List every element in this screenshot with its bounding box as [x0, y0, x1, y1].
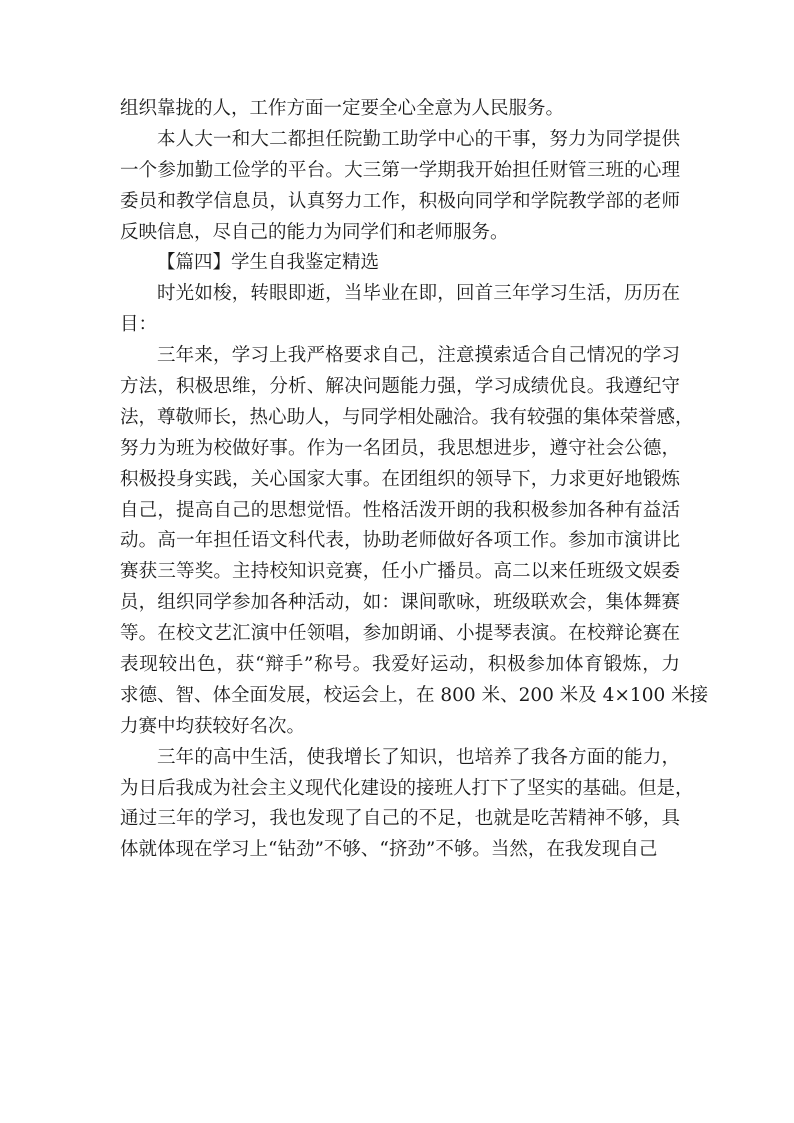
text-line: 赛获三等奖。主持校知识竞赛，任小广播员。高二以来任班级文娱委 — [120, 561, 680, 583]
text-line: 本人大一和大二都担任院勤工助学中心的干事，努力为同学提供 — [157, 128, 680, 150]
text-line: 三年的高中生活，使我增长了知识，也培养了我各方面的能力， — [157, 746, 680, 768]
text-line: 组织靠拢的人，工作方面一定要全心全意为人民服务。 — [120, 98, 565, 119]
section-heading — [120, 248, 680, 279]
text-line: 体就体现在学习上“钻劲”不够、“挤劲”不够。当然，在我发现自己 — [120, 839, 658, 861]
paragraph — [120, 341, 709, 743]
text-line: 积极投身实践，关心国家大事。在团组织的领导下，力求更好地锻炼 — [120, 468, 680, 490]
text-line: 求德、智、体全面发展，校运会上，在 800 米、200 米及 4×100 米接 — [120, 684, 709, 706]
text-line: 通过三年的学习，我也发现了自己的不足，也就是吃苦精神不够，具 — [120, 808, 680, 830]
text-line: 等。在校文艺汇演中任领唱，参加朗诵、小提琴表演。在校辩论赛在 — [120, 623, 680, 645]
text-line: 三年来，学习上我严格要求自己，注意摸索适合自己情况的学习 — [157, 345, 680, 367]
text-line: 力赛中均获较好名次。 — [120, 715, 306, 737]
text-line: 时光如梭，转眼即逝，当毕业在即，回首三年学习生活，历历在 — [157, 283, 680, 305]
document-page — [120, 94, 709, 866]
text-line: 员，组织同学参加各种活动，如：课间歌咏，班级联欢会，集体舞赛 — [120, 592, 680, 614]
text-line: 为日后我成为社会主义现代化建设的接班人打下了坚实的基础。但是， — [120, 777, 694, 799]
paragraph — [120, 125, 680, 249]
paragraph — [120, 94, 680, 125]
text-line: 动。高一年担任语文科代表，协助老师做好各项工作。参加市演讲比 — [120, 530, 680, 552]
text-line: 一个参加勤工俭学的平台。大三第一学期我开始担任财管三班的心理 — [120, 159, 680, 181]
text-line: 委员和教学信息员，认真努力工作，积极向同学和学院教学部的老师 — [120, 190, 680, 212]
text-line: 目： — [120, 314, 158, 336]
text-line: 表现较出色，获“辩手”称号。我爱好运动，积极参加体育锻炼，力 — [120, 654, 680, 676]
text-line: 法，尊敬师长，热心助人，与同学相处融洽。我有较强的集体荣誉感， — [120, 406, 694, 428]
text-line: 努力为班为校做好事。作为一名团员，我思想进步，遵守社会公德， — [120, 437, 680, 459]
paragraph — [120, 743, 694, 867]
text-line: 方法，积极思维，分析、解决问题能力强，学习成绩优良。我遵纪守 — [120, 376, 680, 398]
text-line: 【篇四】学生自我鉴定精选 — [157, 252, 380, 274]
text-line: 反映信息，尽自己的能力为同学们和老师服务。 — [120, 221, 509, 243]
text-line: 自己，提高自己的思想觉悟。性格活泼开朗的我积极参加各种有益活 — [120, 499, 680, 521]
paragraph — [120, 279, 680, 341]
